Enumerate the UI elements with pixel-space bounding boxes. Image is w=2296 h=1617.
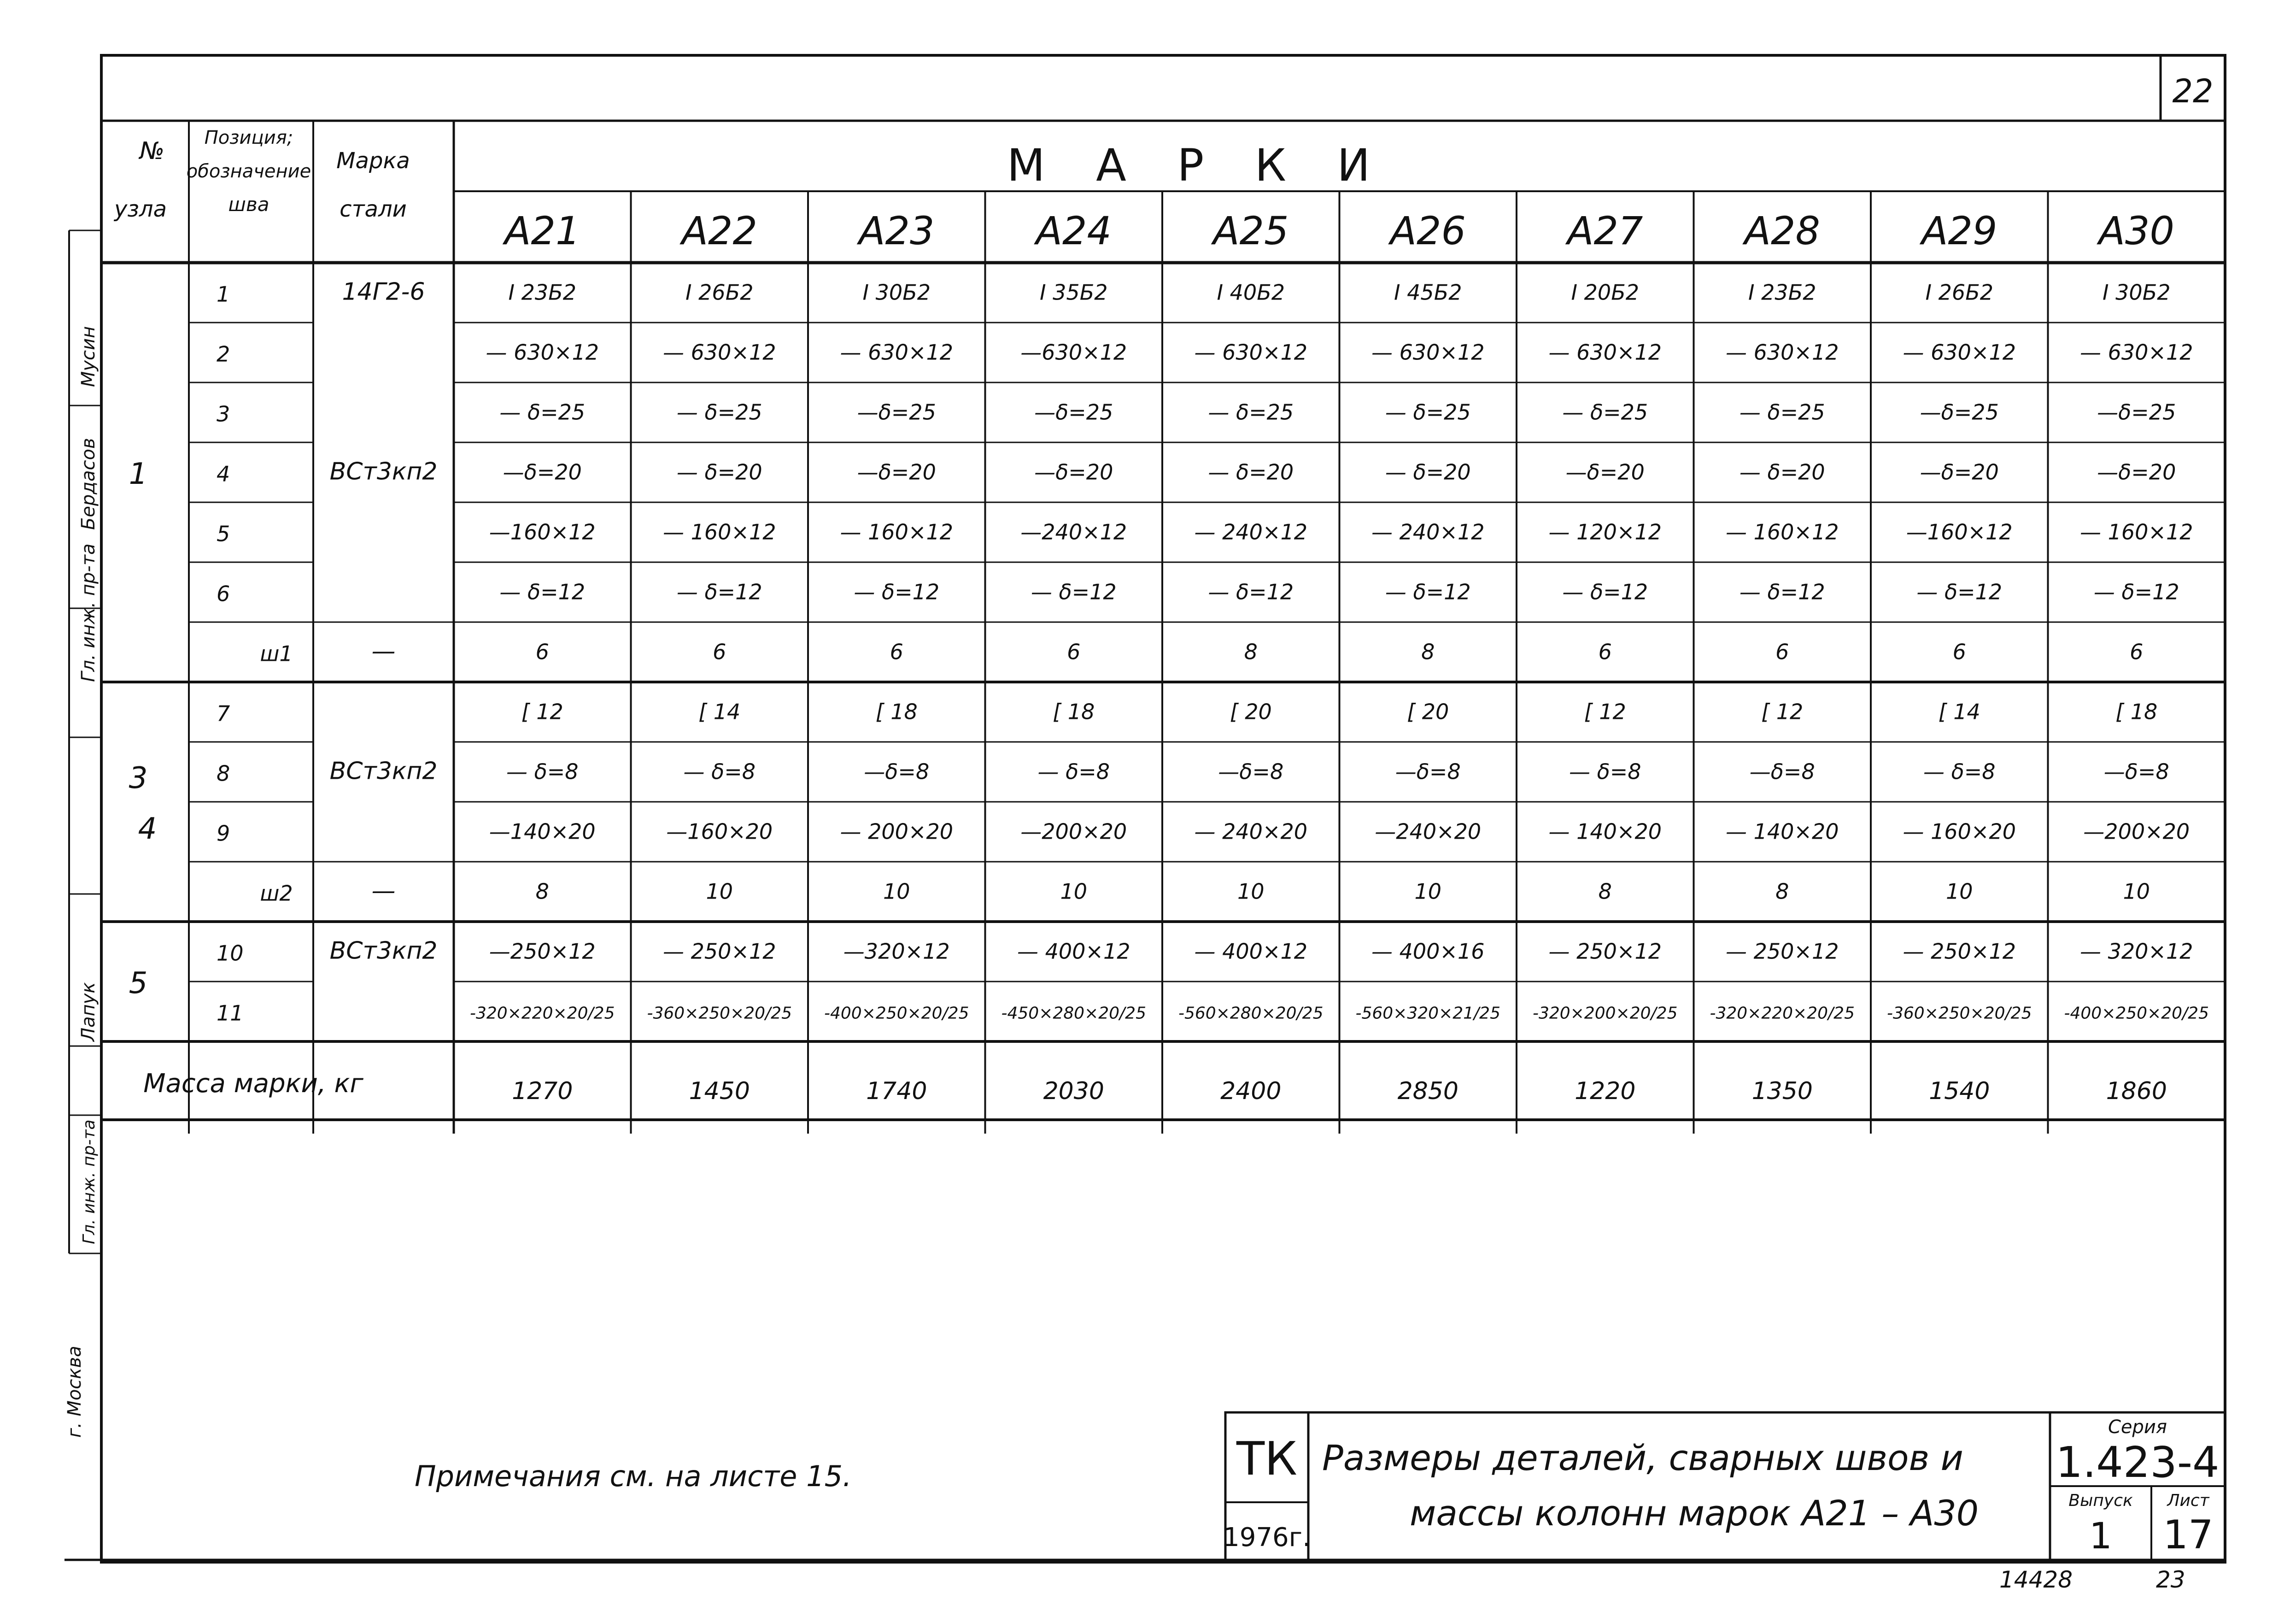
note-text: Примечания см. на листе 15. bbox=[415, 1459, 852, 1493]
cell-А21-pos-6: — δ=12 bbox=[499, 579, 586, 605]
position-1: 1 bbox=[217, 282, 230, 307]
cell-А23-pos-3: —δ=25 bbox=[857, 400, 936, 425]
stamp-sheet-label: Лист bbox=[2167, 1491, 2209, 1510]
cell-А21-pos-11: -320×220×20/25 bbox=[470, 1004, 615, 1023]
cell-А29-pos-ш2: 10 bbox=[1945, 879, 1973, 904]
stamp-year: 1976г. bbox=[1223, 1523, 1311, 1552]
header-steel-l2: стали bbox=[340, 196, 407, 222]
cell-А24-pos-10: — 400×12 bbox=[1017, 939, 1130, 964]
cell-А27-pos-10: — 250×12 bbox=[1548, 939, 1662, 964]
mass-А22: 1450 bbox=[689, 1077, 750, 1105]
mass-А23: 1740 bbox=[866, 1077, 927, 1105]
position-ш1: ш1 bbox=[260, 641, 293, 666]
cell-А23-pos-10: —320×12 bbox=[843, 939, 950, 964]
cell-А28-pos-10: — 250×12 bbox=[1726, 939, 1839, 964]
steel-grade: — bbox=[371, 637, 396, 665]
cell-А27-pos-1: I 20Б2 bbox=[1571, 280, 1640, 305]
cell-А25-pos-11: -560×280×20/25 bbox=[1178, 1004, 1324, 1023]
cell-А29-pos-8: — δ=8 bbox=[1923, 759, 1996, 784]
cell-А27-pos-11: -320×200×20/25 bbox=[1533, 1004, 1678, 1023]
position-4: 4 bbox=[217, 461, 230, 487]
cell-А29-pos-4: —δ=20 bbox=[1920, 459, 1999, 485]
cell-А22-pos-5: — 160×12 bbox=[663, 519, 776, 545]
cell-А25-pos-9: — 240×20 bbox=[1194, 819, 1307, 844]
cell-А29-pos-1: I 26Б2 bbox=[1925, 280, 1994, 305]
stamp-title-line1: Размеры деталей, сварных швов и bbox=[1322, 1437, 1963, 1478]
position-2: 2 bbox=[217, 341, 230, 367]
cell-А26-pos-9: —240×20 bbox=[1375, 819, 1482, 844]
mass-А26: 2850 bbox=[1397, 1077, 1458, 1105]
cell-А24-pos-ш1: 6 bbox=[1067, 639, 1081, 664]
cell-А24-pos-5: —240×12 bbox=[1020, 519, 1127, 545]
cell-А25-pos-6: — δ=12 bbox=[1208, 579, 1294, 605]
cell-А23-pos-1: I 30Б2 bbox=[862, 280, 931, 305]
cell-А30-pos-ш1: 6 bbox=[2130, 639, 2144, 664]
node-number: 3 bbox=[129, 761, 148, 795]
cell-А25-pos-3: — δ=25 bbox=[1208, 400, 1294, 425]
side-label-3: Бердасов bbox=[78, 438, 99, 530]
cell-А23-pos-9: — 200×20 bbox=[840, 819, 953, 844]
header-position-l1: Позиция; bbox=[204, 127, 293, 148]
cell-А28-pos-9: — 140×20 bbox=[1726, 819, 1839, 844]
header-node-l2: узла bbox=[114, 196, 167, 222]
cell-А25-pos-1: I 40Б2 bbox=[1217, 280, 1285, 305]
cell-А22-pos-10: — 250×12 bbox=[663, 939, 776, 964]
cell-А26-pos-ш1: 8 bbox=[1421, 639, 1435, 664]
cell-А21-pos-2: — 630×12 bbox=[486, 340, 599, 365]
cell-А22-pos-7: [ 14 bbox=[698, 699, 741, 724]
cell-А22-pos-ш2: 10 bbox=[706, 879, 733, 904]
cell-А22-pos-ш1: 6 bbox=[713, 639, 726, 664]
cell-А25-pos-ш2: 10 bbox=[1237, 879, 1265, 904]
cell-А28-pos-2: — 630×12 bbox=[1726, 340, 1839, 365]
cell-А26-pos-2: — 630×12 bbox=[1371, 340, 1485, 365]
mass-А24: 2030 bbox=[1043, 1077, 1104, 1105]
stamp-issue-value: 1 bbox=[2089, 1516, 2112, 1557]
position-6: 6 bbox=[217, 581, 230, 606]
node-number: 4 bbox=[138, 812, 157, 846]
cell-А30-pos-2: — 630×12 bbox=[2080, 340, 2193, 365]
cell-А27-pos-5: — 120×12 bbox=[1548, 519, 1662, 545]
position-7: 7 bbox=[217, 701, 230, 726]
cell-А27-pos-7: [ 12 bbox=[1584, 699, 1626, 724]
cell-А29-pos-10: — 250×12 bbox=[1903, 939, 2016, 964]
position-9: 9 bbox=[217, 821, 230, 846]
header-steel-l1: Марка bbox=[336, 148, 410, 174]
cell-А27-pos-9: — 140×20 bbox=[1548, 819, 1662, 844]
position-10: 10 bbox=[217, 941, 244, 966]
mark-header-А26: А26 bbox=[1390, 208, 1466, 253]
cell-А24-pos-7: [ 18 bbox=[1053, 699, 1095, 724]
cell-А27-pos-8: — δ=8 bbox=[1569, 759, 1641, 784]
cell-А26-pos-6: — δ=12 bbox=[1385, 579, 1471, 605]
node-number: 5 bbox=[129, 966, 148, 1000]
cell-А26-pos-11: -560×320×21/25 bbox=[1355, 1004, 1500, 1023]
cell-А21-pos-ш2: 8 bbox=[535, 879, 549, 904]
side-label-2: Гл. инж. пр-та bbox=[80, 1119, 99, 1244]
cell-А25-pos-8: —δ=8 bbox=[1218, 759, 1284, 784]
mass-А29: 1540 bbox=[1929, 1077, 1990, 1105]
cell-А26-pos-1: I 45Б2 bbox=[1394, 280, 1462, 305]
cell-А28-pos-11: -320×220×20/25 bbox=[1710, 1004, 1855, 1023]
mark-header-А30: А30 bbox=[2098, 208, 2174, 253]
mark-header-А21: А21 bbox=[504, 208, 580, 253]
cell-А28-pos-3: — δ=25 bbox=[1739, 400, 1825, 425]
cell-А27-pos-2: — 630×12 bbox=[1548, 340, 1662, 365]
cell-А30-pos-4: —δ=20 bbox=[2097, 459, 2176, 485]
cell-А30-pos-1: I 30Б2 bbox=[2102, 280, 2171, 305]
side-label-1: Лапук bbox=[78, 982, 99, 1041]
cell-А23-pos-7: [ 18 bbox=[875, 699, 918, 724]
cell-А24-pos-9: —200×20 bbox=[1020, 819, 1127, 844]
marks-table-grid bbox=[101, 121, 2225, 1134]
steel-grade: ВСт3кп2 bbox=[329, 757, 438, 785]
cell-А25-pos-7: [ 20 bbox=[1230, 699, 1272, 724]
bottom-number-left: 14428 bbox=[1999, 1566, 2073, 1593]
mass-А25: 2400 bbox=[1220, 1077, 1282, 1105]
position-3: 3 bbox=[217, 401, 230, 427]
cell-А30-pos-11: -400×250×20/25 bbox=[2064, 1004, 2209, 1023]
mark-header-А27: А27 bbox=[1567, 208, 1643, 253]
cell-А21-pos-8: — δ=8 bbox=[506, 759, 579, 784]
cell-А24-pos-4: —δ=20 bbox=[1034, 459, 1113, 485]
cell-А28-pos-8: —δ=8 bbox=[1749, 759, 1815, 784]
cell-А29-pos-6: — δ=12 bbox=[1916, 579, 2003, 605]
position-11: 11 bbox=[217, 1000, 244, 1026]
cell-А21-pos-9: —140×20 bbox=[489, 819, 596, 844]
side-label-4: Мусин bbox=[78, 326, 99, 387]
cell-А24-pos-8: — δ=8 bbox=[1037, 759, 1110, 784]
cell-А21-pos-5: —160×12 bbox=[489, 519, 596, 545]
cell-А30-pos-7: [ 18 bbox=[2115, 699, 2158, 724]
cell-А30-pos-8: —δ=8 bbox=[2103, 759, 2169, 784]
cell-А26-pos-3: — δ=25 bbox=[1385, 400, 1471, 425]
cell-А27-pos-ш2: 8 bbox=[1598, 879, 1612, 904]
cell-А22-pos-11: -360×250×20/25 bbox=[647, 1004, 792, 1023]
header-position-l3: шва bbox=[228, 193, 269, 216]
cell-А30-pos-10: — 320×12 bbox=[2080, 939, 2193, 964]
cell-А22-pos-1: I 26Б2 bbox=[685, 280, 754, 305]
cell-А25-pos-ш1: 8 bbox=[1244, 639, 1258, 664]
header-position-l2: обозначение bbox=[186, 161, 311, 182]
stamp-series-label: Серия bbox=[2108, 1417, 2167, 1438]
cell-А29-pos-5: —160×12 bbox=[1906, 519, 2013, 545]
cell-А28-pos-ш2: 8 bbox=[1775, 879, 1789, 904]
cell-А28-pos-4: — δ=20 bbox=[1739, 459, 1825, 485]
mark-header-А24: А24 bbox=[1036, 208, 1112, 253]
node-number: 1 bbox=[129, 457, 148, 491]
cell-А21-pos-4: —δ=20 bbox=[503, 459, 582, 485]
cell-А28-pos-1: I 23Б2 bbox=[1748, 280, 1816, 305]
position-8: 8 bbox=[217, 761, 230, 786]
cell-А23-pos-6: — δ=12 bbox=[854, 579, 940, 605]
mass-А30: 1860 bbox=[2106, 1077, 2167, 1105]
cell-А30-pos-5: — 160×12 bbox=[2080, 519, 2193, 545]
cell-А21-pos-ш1: 6 bbox=[535, 639, 549, 664]
stamp-series-value: 1.423-4 bbox=[2056, 1438, 2220, 1487]
cell-А23-pos-ш2: 10 bbox=[883, 879, 910, 904]
cell-А22-pos-4: — δ=20 bbox=[676, 459, 762, 485]
mass-label: Масса марки, кг bbox=[143, 1069, 363, 1099]
header-node-l1: № bbox=[139, 137, 165, 165]
cell-А28-pos-ш1: 6 bbox=[1775, 639, 1789, 664]
cell-А23-pos-11: -400×250×20/25 bbox=[824, 1004, 969, 1023]
cell-А26-pos-ш2: 10 bbox=[1414, 879, 1442, 904]
position-5: 5 bbox=[217, 521, 230, 547]
marks-table-cells bbox=[129, 208, 2209, 1105]
stamp-org: ТК bbox=[1236, 1432, 1298, 1486]
cell-А29-pos-3: —δ=25 bbox=[1920, 400, 1999, 425]
side-label-0: Гл. инж. пр-та bbox=[78, 543, 99, 682]
steel-grade: — bbox=[371, 877, 396, 905]
cell-А30-pos-3: —δ=25 bbox=[2097, 400, 2176, 425]
mass-А21: 1270 bbox=[512, 1077, 573, 1105]
mark-header-А22: А22 bbox=[681, 208, 757, 253]
mass-А27: 1220 bbox=[1575, 1077, 1636, 1105]
left-edge-text: г. Москва bbox=[64, 1346, 85, 1438]
cell-А22-pos-3: — δ=25 bbox=[676, 400, 762, 425]
cell-А23-pos-2: — 630×12 bbox=[840, 340, 953, 365]
cell-А24-pos-2: —630×12 bbox=[1020, 340, 1127, 365]
cell-А28-pos-5: — 160×12 bbox=[1726, 519, 1839, 545]
cell-А30-pos-9: —200×20 bbox=[2083, 819, 2190, 844]
cell-А23-pos-8: —δ=8 bbox=[864, 759, 930, 784]
position-ш2: ш2 bbox=[260, 881, 293, 906]
cell-А27-pos-6: — δ=12 bbox=[1562, 579, 1648, 605]
bottom-number-right: 23 bbox=[2156, 1566, 2185, 1593]
cell-А21-pos-10: —250×12 bbox=[489, 939, 596, 964]
cell-А25-pos-5: — 240×12 bbox=[1194, 519, 1307, 545]
cell-А27-pos-4: —δ=20 bbox=[1565, 459, 1645, 485]
title-block bbox=[1223, 1412, 2225, 1560]
steel-grade: 14Г2-6 bbox=[342, 278, 425, 306]
cell-А26-pos-10: — 400×16 bbox=[1371, 939, 1485, 964]
mass-А28: 1350 bbox=[1751, 1077, 1813, 1105]
cell-А27-pos-ш1: 6 bbox=[1598, 639, 1612, 664]
cell-А22-pos-6: — δ=12 bbox=[676, 579, 762, 605]
cell-А27-pos-3: — δ=25 bbox=[1562, 400, 1648, 425]
cell-А25-pos-10: — 400×12 bbox=[1194, 939, 1307, 964]
cell-А24-pos-6: — δ=12 bbox=[1031, 579, 1117, 605]
mark-header-А23: А23 bbox=[859, 208, 935, 253]
cell-А21-pos-1: I 23Б2 bbox=[508, 280, 577, 305]
cell-А24-pos-ш2: 10 bbox=[1060, 879, 1088, 904]
cell-А29-pos-ш1: 6 bbox=[1952, 639, 1966, 664]
stamp-sheet-value: 17 bbox=[2163, 1512, 2214, 1558]
cell-А29-pos-2: — 630×12 bbox=[1903, 340, 2016, 365]
mark-header-А28: А28 bbox=[1744, 208, 1820, 253]
cell-А26-pos-5: — 240×12 bbox=[1371, 519, 1485, 545]
cell-А25-pos-4: — δ=20 bbox=[1208, 459, 1294, 485]
cell-А26-pos-4: — δ=20 bbox=[1385, 459, 1471, 485]
cell-А23-pos-ш1: 6 bbox=[890, 639, 903, 664]
cell-А30-pos-ш2: 10 bbox=[2123, 879, 2150, 904]
cell-А26-pos-7: [ 20 bbox=[1407, 699, 1449, 724]
mark-header-А29: А29 bbox=[1921, 208, 1997, 253]
cell-А29-pos-9: — 160×20 bbox=[1903, 819, 2016, 844]
cell-А23-pos-4: —δ=20 bbox=[857, 459, 936, 485]
cell-А26-pos-8: —δ=8 bbox=[1395, 759, 1461, 784]
cell-А24-pos-1: I 35Б2 bbox=[1039, 280, 1108, 305]
stamp-issue-label: Выпуск bbox=[2068, 1491, 2133, 1510]
mark-header-А25: А25 bbox=[1213, 208, 1289, 253]
steel-grade: ВСт3кп2 bbox=[329, 458, 438, 486]
cell-А22-pos-2: — 630×12 bbox=[663, 340, 776, 365]
cell-А23-pos-5: — 160×12 bbox=[840, 519, 953, 545]
cell-А30-pos-6: — δ=12 bbox=[2093, 579, 2179, 605]
cell-А22-pos-8: — δ=8 bbox=[683, 759, 756, 784]
cell-А28-pos-6: — δ=12 bbox=[1739, 579, 1825, 605]
stamp-title-line2: массы колонн марок А21 – А30 bbox=[1410, 1493, 1979, 1534]
sheet-number: 22 bbox=[2172, 72, 2214, 110]
cell-А25-pos-2: — 630×12 bbox=[1194, 340, 1307, 365]
marks-title: М А Р К И bbox=[1007, 140, 1389, 191]
cell-А29-pos-11: -360×250×20/25 bbox=[1887, 1004, 2032, 1023]
cell-А28-pos-7: [ 12 bbox=[1761, 699, 1804, 724]
steel-grade: ВСт3кп2 bbox=[329, 937, 438, 965]
cell-А24-pos-11: -450×280×20/25 bbox=[1001, 1004, 1146, 1023]
cell-А29-pos-7: [ 14 bbox=[1938, 699, 1980, 724]
cell-А21-pos-3: — δ=25 bbox=[499, 400, 586, 425]
cell-А22-pos-9: —160×20 bbox=[666, 819, 773, 844]
cell-А21-pos-7: [ 12 bbox=[521, 699, 563, 724]
cell-А24-pos-3: —δ=25 bbox=[1034, 400, 1113, 425]
